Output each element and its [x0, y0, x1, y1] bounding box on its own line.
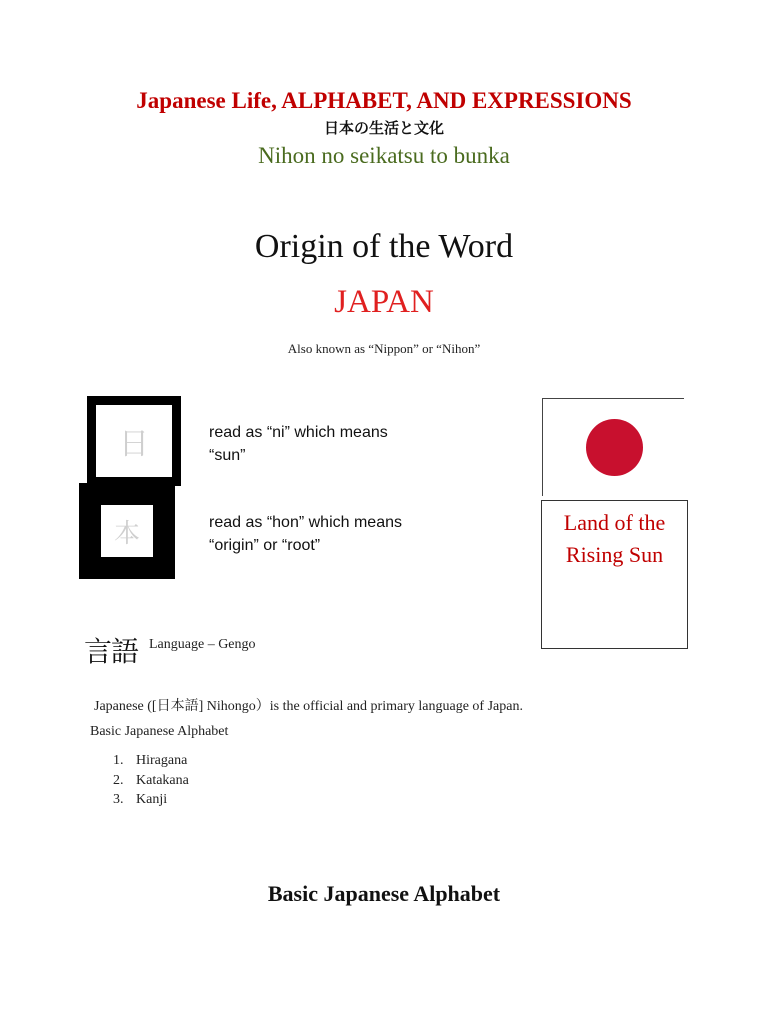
kanji-ni-box [87, 396, 181, 486]
gengo-kanji: 言語 [84, 635, 139, 668]
kanji-hon-glyph: 本 [113, 518, 140, 549]
basic-alphabet-label: Basic Japanese Alphabet [90, 724, 229, 739]
kanji-hon-box [79, 483, 175, 579]
document-title-japanese: 日本の生活と文化 [323, 119, 444, 137]
rising-sun-caption: Land of the Rising Sun [563, 510, 666, 567]
list-item-number: 2. [113, 772, 124, 788]
japan-heading: JAPAN [334, 284, 434, 320]
gengo-label: Language – Gengo [149, 637, 256, 652]
list-item-text: Hiragana [136, 753, 188, 768]
also-known-as-text: Also known as “Nippon” or “Nihon” [287, 341, 481, 356]
rising-sun-disc [586, 419, 643, 476]
list-item-number: 3. [113, 792, 124, 807]
list-item-text: Katakana [136, 772, 189, 788]
kanji-ni-glyph: 日 [119, 427, 149, 462]
origin-heading: Origin of the Word [254, 228, 514, 265]
language-paragraph: Japanese ([日本語] Nihongo）is the official and primary language of Japan. [94, 699, 523, 714]
document-subtitle: Nihon no seikatsu to bunka [258, 143, 510, 168]
document-title: Japanese Life, ALPHABET, AND EXPRESSIONS [136, 88, 632, 113]
list-item-text: Kanji [136, 792, 168, 807]
japan-flag-image [542, 398, 684, 496]
list-item-number: 1. [113, 753, 124, 768]
kanji-ni-description: read as “ni” which means “sun” [209, 424, 388, 464]
section-title: Basic Japanese Alphabet [267, 881, 501, 906]
rising-sun-caption-box [541, 500, 688, 649]
kanji-hon-description: read as “hon” which means “origin” or “root” [209, 514, 402, 554]
